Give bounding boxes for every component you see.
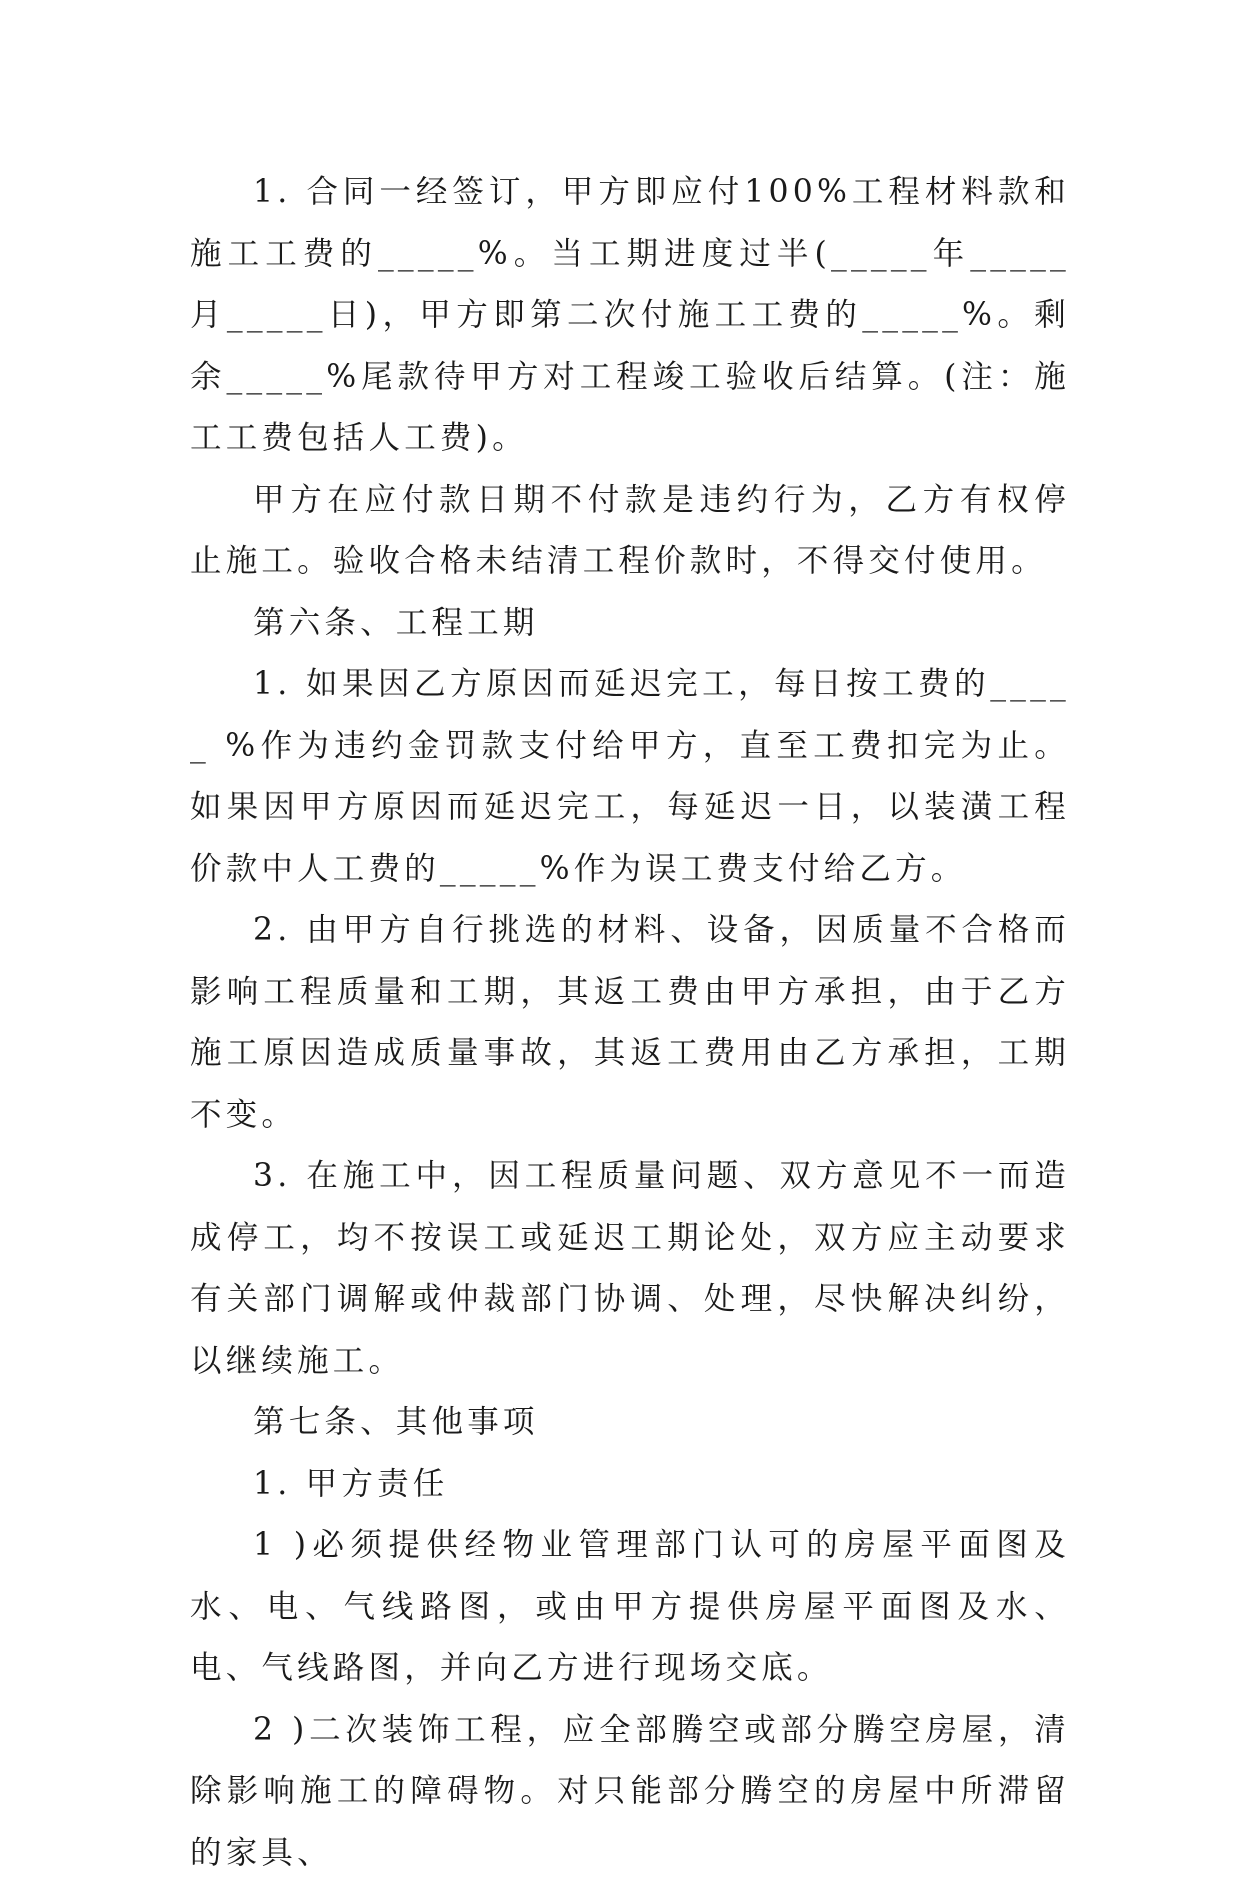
document-body xyxy=(190,162,1070,1884)
section-heading-article-7: 第七条、其他事项 xyxy=(190,1392,1070,1454)
paragraph-delay-penalty: 1. 如果因乙方原因而延迟完工，每日按工费的_____ %作为违约金罚款支付给甲方，直至工费扣完为止。如果因甲方原因而延迟完工，每延迟一日，以装潢工程价款中人工费的_____%作为误工费支付给乙方。 xyxy=(190,654,1070,900)
paragraph-floor-plan: 1 )必须提供经物业管理部门认可的房屋平面图及水、电、气线路图，或由甲方提供房屋平面图及水、电、气线路图，并向乙方进行现场交底。 xyxy=(190,1515,1070,1700)
paragraph-material-quality: 2. 由甲方自行挑选的材料、设备，因质量不合格而影响工程质量和工期，其返工费由甲方承担，由于乙方施工原因造成质量事故，其返工费用由乙方承担，工期不变。 xyxy=(190,900,1070,1146)
subheading-party-a-duties: 1. 甲方责任 xyxy=(190,1454,1070,1516)
paragraph-clear-premises: 2 )二次装饰工程，应全部腾空或部分腾空房屋，清除影响施工的障碍物。对只能部分腾空的房屋中所滞留的家具、 xyxy=(190,1700,1070,1884)
section-heading-article-6: 第六条、工程工期 xyxy=(190,593,1070,655)
paragraph-dispute-resolution: 3. 在施工中，因工程质量问题、双方意见不一而造成停工，均不按误工或延迟工期论处，双方应主动要求有关部门调解或仲裁部门协调、处理，尽快解决纠纷，以继续施工。 xyxy=(190,1146,1070,1392)
paragraph-payment-terms: 1. 合同一经签订，甲方即应付100%工程材料款和施工工费的_____%。当工期进度过半(_____年_____月_____日)，甲方即第二次付施工工费的_____%。剩余_____%尾款待甲方对工程竣工验收后结算。(注：施工工费包括人工费)。 xyxy=(190,162,1070,470)
paragraph-late-payment: 甲方在应付款日期不付款是违约行为，乙方有权停止施工。验收合格未结清工程价款时，不得交付使用。 xyxy=(190,470,1070,593)
